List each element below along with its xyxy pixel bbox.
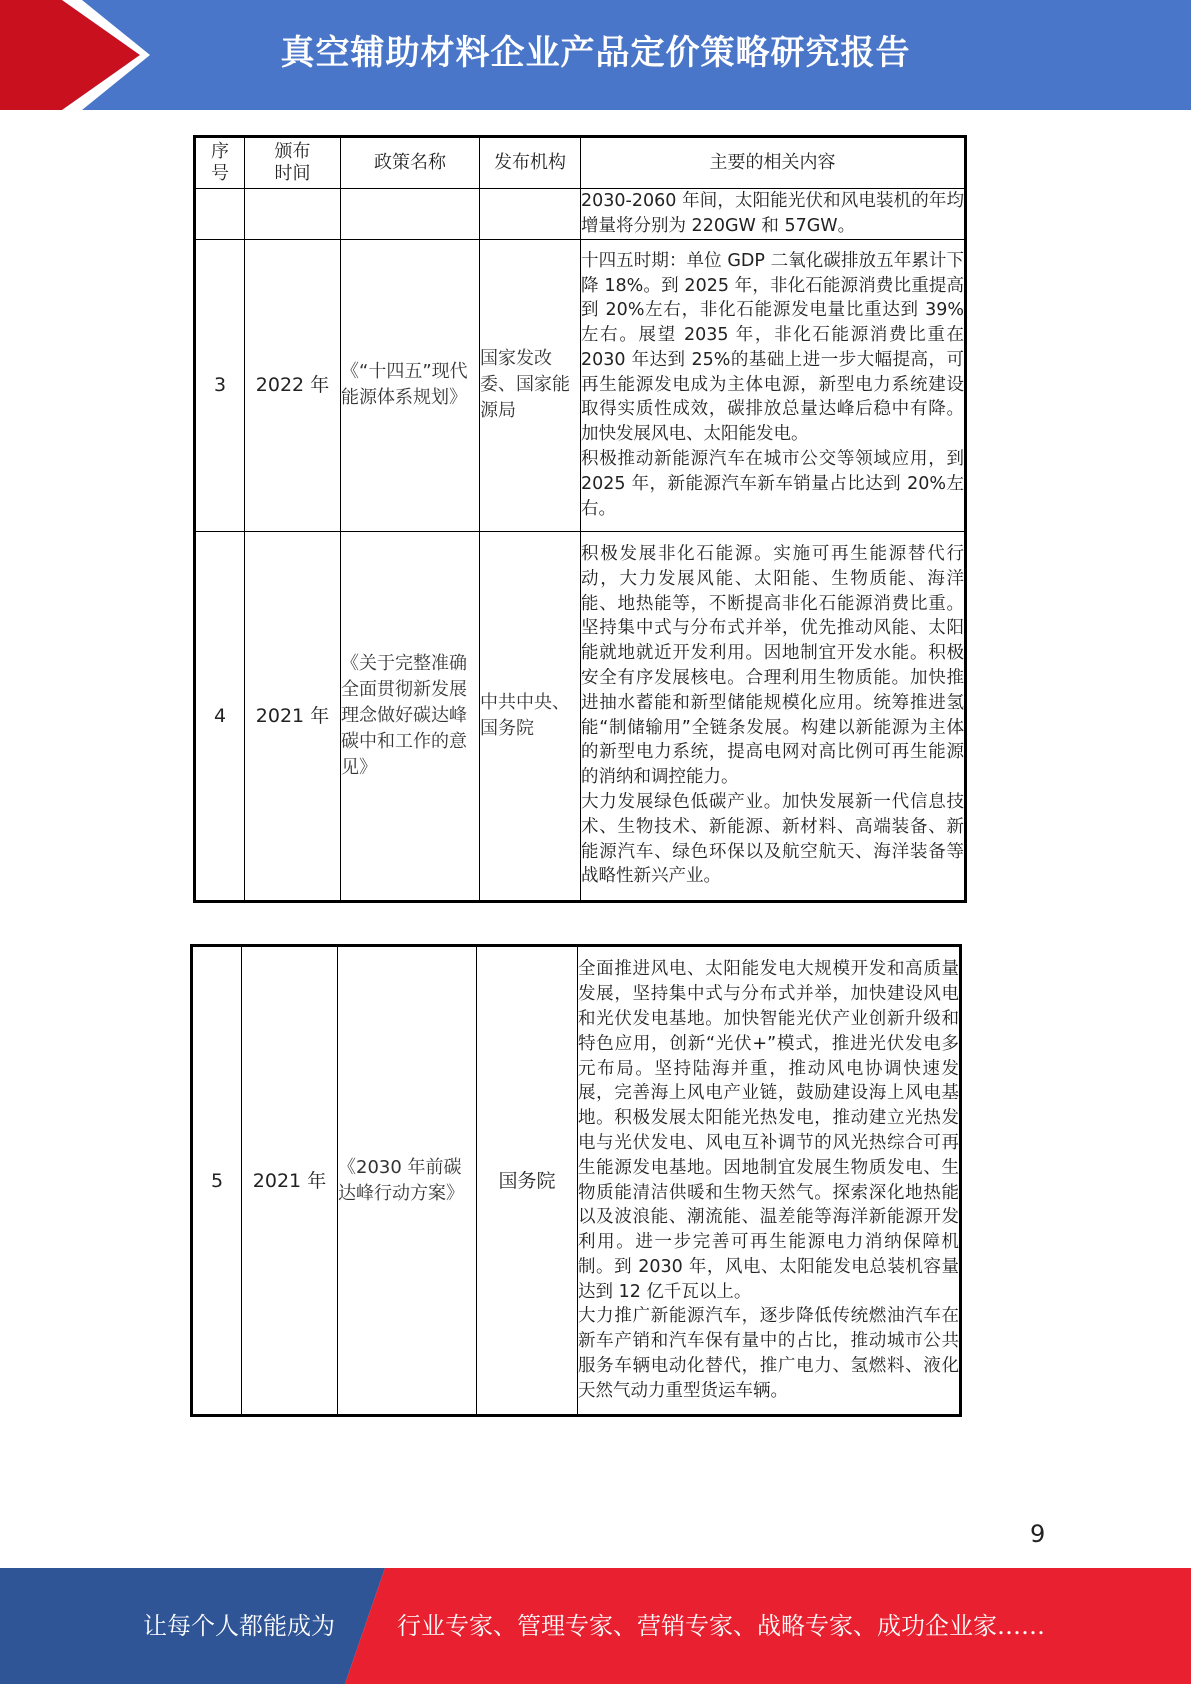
- content-paragraph: 大力发展绿色低碳产业。加快发展新一代信息技术、生物技术、新能源、新材料、高端装备、新能源汽车、绿色环保以及航空航天、海洋装备等战略性新兴产业。: [581, 791, 964, 887]
- column-header-no: 序 号: [195, 137, 245, 189]
- content-paragraph: 十四五时期：单位 GDP 二氧化碳排放五年累计下降 18%。到 2025 年，非化石能源消费比重提高到 20%左右，非化石能源发电量比重达到 39%左右。展望 2035 年，非化石能源消费比重在 2030 年达到 25%的基础上进一步大幅提高，可再生能源发电成为主体电源，新型电力系统建设取得实质性成效，碳排放总量达峰后稳中有降。加快发展风电、太阳能发电。: [581, 250, 964, 445]
- table-header-row: [195, 137, 966, 189]
- content-paragraph: 2030-2060 年间，太阳能光伏和风电装机的年均增量将分别为 220GW 和 57GW。: [581, 191, 964, 236]
- row-policy: 《“十四五”现代能源体系规划》: [341, 239, 480, 531]
- column-header-policy: 政策名称: [341, 137, 480, 189]
- footer-slogan-left: 让每个人都能成为: [143, 1612, 335, 1640]
- policy-table-part-2: [190, 944, 962, 1417]
- row-issuer: 国务院: [477, 946, 578, 1416]
- row-date: [245, 189, 341, 240]
- row-no: [195, 189, 245, 240]
- row-no: 4: [195, 531, 245, 901]
- row-issuer: 中共中央、国务院: [480, 531, 581, 901]
- content-paragraph: 积极发展非化石能源。实施可再生能源替代行动，大力发展风能、太阳能、生物质能、海洋能、地热能等，不断提高非化石能源消费比重。坚持集中式与分布式并举，优先推动风能、太阳能就地就近开发利用。因地制宜开发水能。积极安全有序发展核电。合理利用生物质能。加快推进抽水蓄能和新型储能规模化应用。统筹推进氢能“制储输用”全链条发展。构建以新能源为主体的新型电力系统，提高电网对高比例可再生能源的消纳和调控能力。: [581, 544, 964, 788]
- content-paragraph: 大力推广新能源汽车，逐步降低传统燃油汽车在新车产销和汽车保有量中的占比，推动城市公共服务车辆电动化替代，推广电力、氢燃料、液化天然气动力重型货运车辆。: [578, 1306, 959, 1401]
- row-date: 2021 年: [242, 946, 338, 1416]
- table-row: [192, 946, 961, 1416]
- table-row: [195, 189, 966, 240]
- row-policy: 《2030 年前碳达峰行动方案》: [338, 946, 477, 1416]
- row-content: [581, 531, 966, 901]
- row-no: 3: [195, 239, 245, 531]
- row-policy: 《关于完整准确全面贯彻新发展理念做好碳达峰碳中和工作的意见》: [341, 531, 480, 901]
- row-date: 2021 年: [245, 531, 341, 901]
- column-header-content: 主要的相关内容: [581, 137, 966, 189]
- row-content: [578, 946, 961, 1416]
- footer-slogan-right: 行业专家、管理专家、营销专家、战略专家、成功企业家……: [397, 1612, 1045, 1640]
- row-issuer: 国家发改委、国家能源局: [480, 239, 581, 531]
- policy-table-part-1: [193, 135, 967, 903]
- column-header-date: 颁布 时间: [245, 137, 341, 189]
- row-issuer: [480, 189, 581, 240]
- page-footer: [0, 1568, 1191, 1684]
- row-date: 2022 年: [245, 239, 341, 531]
- row-content: [581, 189, 966, 240]
- page-number: 9: [1030, 1520, 1046, 1548]
- content-paragraph: 全面推进风电、太阳能发电大规模开发和高质量发展，坚持集中式与分布式并举，加快建设风电和光伏发电基地。加快智能光伏产业创新升级和特色应用，创新“光伏+”模式，推进光伏发电多元布局。坚持陆海并重，推动风电协调快速发展，完善海上风电产业链，鼓励建设海上风电基地。积极发展太阳能光热发电，推动建立光热发电与光伏发电、风电互补调节的风光热综合可再生能源发电基地。因地制宜发展生物质发电、生物质能清洁供暖和生物天然气。探索深化地热能以及波浪能、潮流能、温差能等海洋新能源开发利用。进一步完善可再生能源电力消纳保障机制。到 2030 年，风电、太阳能发电总装机容量达到 12 亿千瓦以上。: [578, 959, 959, 1302]
- row-policy: [341, 189, 480, 240]
- content-paragraph: 积极推动新能源汽车在城市公交等领域应用，到 2025 年，新能源汽车新车销量占比达到 20%左右。: [581, 449, 964, 519]
- column-header-issuer: 发布机构: [480, 137, 581, 189]
- row-no: 5: [192, 946, 242, 1416]
- page-header: [0, 0, 1191, 110]
- table-row: [195, 531, 966, 901]
- report-title: 真空辅助材料企业产品定价策略研究报告: [280, 33, 911, 73]
- row-content: [581, 239, 966, 531]
- table-row: [195, 239, 966, 531]
